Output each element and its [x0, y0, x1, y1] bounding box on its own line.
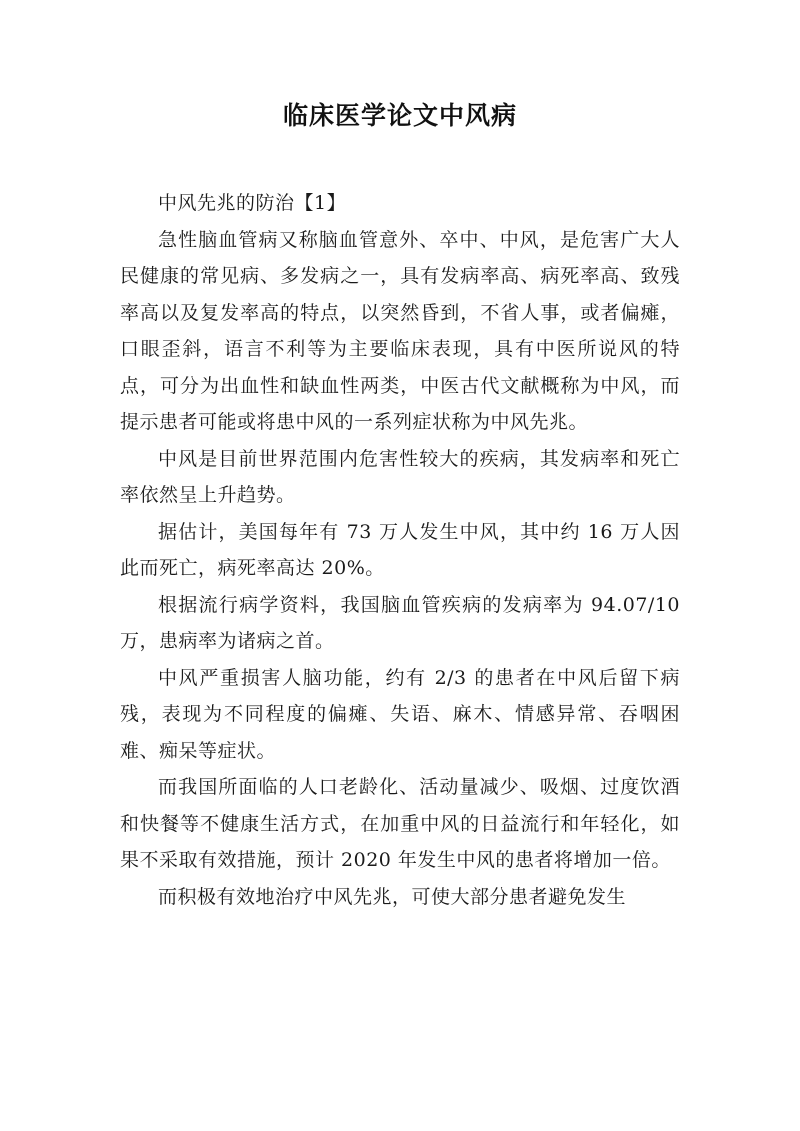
paragraph-risk-factors: 而我国所面临的人口老龄化、活动量减少、吸烟、过度饮酒和快餐等不健康生活方式，在加重中风的日益流行和年轻化，如果不采取有效措施，预计 2020 年发生中风的患者将增加一倍。 — [120, 776, 680, 871]
paragraph-trend: 中风是目前世界范围内危害性较大的疾病，其发病率和死亡率依然呈上升趋势。 — [120, 447, 680, 506]
document-title: 临床医学论文中风病 — [282, 101, 517, 130]
paragraph-treatment: 而积极有效地治疗中风先兆，可使大部分患者避免发生 — [158, 885, 627, 908]
paragraph-definition: 急性脑血管病又称脑血管意外、卒中、中风，是危害广大人民健康的常见病、多发病之一，具有发病率高、病死率高、致残率高以及复发率高的特点，以突然昏到，不省人事，或者偏瘫，口眼歪斜，语言不利等为主要临床表现，具有中医所说风的特点，可分为出血性和缺血性两类，中医古代文献概称为中风，而提示患者可能或将患中风的一系列症状称为中风先兆。 — [120, 228, 680, 433]
document-body — [120, 185, 680, 915]
paragraph-china-incidence: 根据流行病学资料，我国脑血管疾病的发病率为 94.07/10 万，患病率为诸病之首。 — [120, 593, 680, 652]
paragraph-us-statistics: 据估计，美国每年有 73 万人发生中风，其中约 16 万人因此而死亡，病死率高达 20%。 — [120, 520, 680, 579]
section-heading: 中风先兆的防治【1】 — [158, 192, 347, 214]
paragraph-disability: 中风严重损害人脑功能，约有 2/3 的患者在中风后留下病残，表现为不同程度的偏瘫、失语、麻木、情感异常、吞咽困难、痴呆等症状。 — [120, 666, 680, 762]
